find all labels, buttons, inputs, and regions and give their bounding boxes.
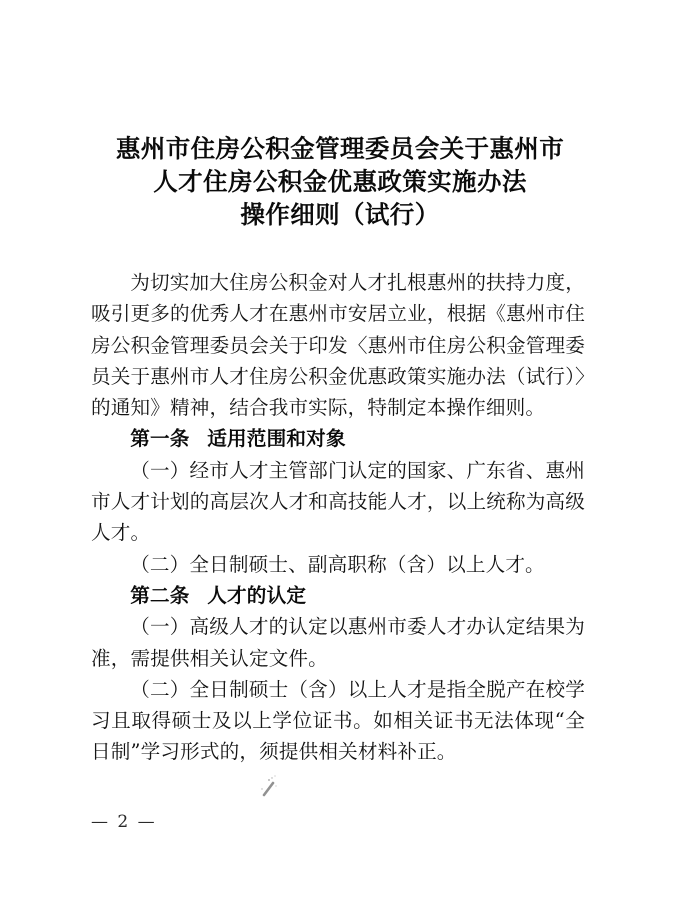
article-two-heading — [91, 580, 585, 611]
title-line-3: 操作细则（试行） — [240, 200, 440, 229]
page-title — [0, 132, 680, 231]
article-one-item-2: （二）全日制硕士、副高职称（含）以上人才。 — [130, 552, 545, 576]
page-number-footer: — 2 — — [91, 812, 157, 832]
title-line-2: 人才住房公积金优惠政策实施办法 — [153, 167, 527, 196]
scan-artifact-smudge — [258, 773, 284, 803]
article-two-item-2: （二）全日制硕士（含）以上人才是指全脱产在校学习且取得硕士及以上学位证书。如相关证书无法体现“全日制”学习形式的，须提供相关材料补正。 — [91, 677, 585, 764]
article-two-title: 人才的认定 — [207, 583, 307, 607]
article-two-number: 第二条 — [130, 583, 190, 607]
article-one-heading — [91, 423, 585, 454]
article-one-number: 第一条 — [130, 427, 190, 451]
article-two-item-1: （一）高级人才的认定以惠州市委人才办认定结果为准，需提供相关认定文件。 — [91, 615, 585, 670]
article-one-item-1: （一）经市人才主管部门认定的国家、广东省、惠州市人才计划的高层次人才和高技能人才，以上统称为高级人才。 — [91, 458, 585, 545]
title-line-1: 惠州市住房公积金管理委员会关于惠州市 — [115, 134, 565, 163]
document-body — [91, 267, 585, 768]
article-one-title: 适用范围和对象 — [207, 427, 346, 451]
preamble-paragraph: 为切实加大住房公积金对人才扎根惠州的扶持力度，吸引更多的优秀人才在惠州市安居立业，根据《惠州市住房公积金管理委员会关于印发〈惠州市住房公积金管理委员关于惠州市人才住房公积金优惠政策实施办法（试行）〉的通知》精神，结合我市实际，特制定本操作细则。 — [91, 271, 585, 420]
